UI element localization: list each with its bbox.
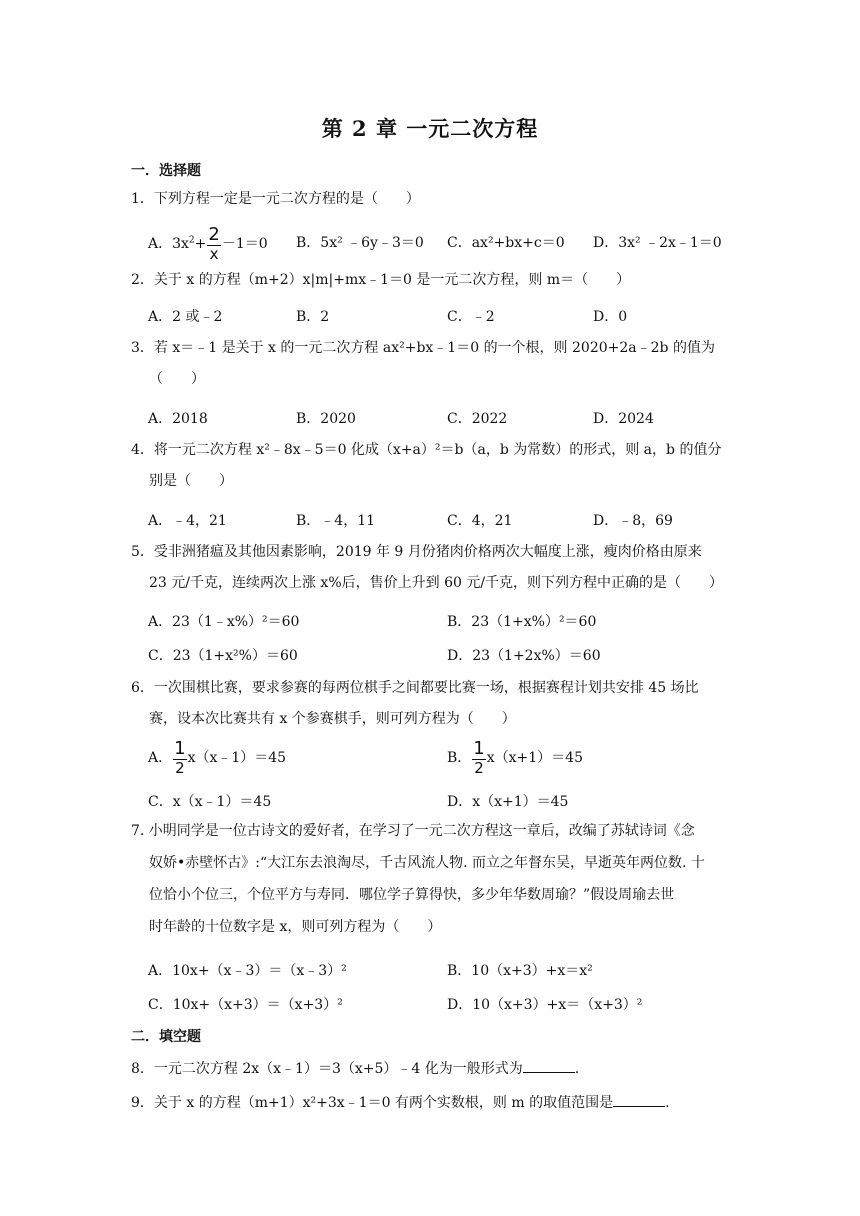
question-3-stem: 3．若 x＝﹣1 是关于 x 的一元二次方程 ax²+bx﹣1＝0 的一个根，则 2020+2a﹣2b 的值为 （ ） (131, 340, 715, 387)
question-3-option-c: C．2022 (447, 411, 508, 427)
question-1-option-b: B．5x² ﹣6y﹣3＝0 (296, 235, 424, 251)
fraction: $\frac{1}{2}$ (174, 738, 186, 777)
section-heading-choice: 一．选择题 (131, 163, 201, 179)
question-7-option-d: D．10（x+3）+x＝（x+3）² (447, 997, 643, 1013)
question-4-option-d: D．﹣8，69 (593, 513, 673, 529)
question-5-option-c: C．23（1+x²%）＝60 (148, 648, 298, 664)
question-9-stem: 9．关于 x 的方程（m+1）x²+3x﹣1＝0 有两个实数根，则 m 的取值范围是 . (131, 1095, 670, 1111)
question-1-stem: 1．下列方程一定是一元二次方程的是（ ） (131, 191, 420, 207)
question-5-option-b: B．23（1+x%）²＝60 (447, 614, 597, 630)
question-1-option-a: A．$3x^2+$ $\frac{2}{x}$ －1＝0 (148, 224, 268, 263)
question-6-option-a: A． $\frac{1}{2}$ x（x﹣1）＝45 (148, 738, 287, 777)
question-4-option-b: B．﹣4，11 (296, 513, 376, 529)
question-5-stem: 5．受非洲猪瘟及其他因素影响，2019 年 9 月份猪肉价格两次大幅度上涨，瘦肉价格由原来 23 元/千克，连续两次上涨 x%后，售价上升到 60 元/千克，则下列方程中正确的是（ ） (131, 544, 724, 591)
section-heading-fill: 二．填空题 (131, 1029, 201, 1045)
question-2-option-b: B．2 (296, 309, 330, 325)
question-6-option-c: C．x（x﹣1）＝45 (148, 794, 272, 810)
question-6-option-b: B． $\frac{1}{2}$ x（x+1）＝45 (447, 738, 583, 777)
question-7-option-b: B．10（x+3）+x＝x² (447, 963, 593, 979)
question-4-option-c: C．4，21 (447, 513, 513, 529)
fraction: $\frac{2}{x}$ (208, 224, 220, 263)
question-4-stem: 4．将一元二次方程 x²﹣8x﹣5＝0 化成（x+a）²＝b（a，b 为常数）的形式，则 a，b 的值分 别是（ ） (131, 442, 722, 489)
question-3-option-d: D．2024 (593, 411, 654, 427)
page-title: 第 2 章 一元二次方程 (321, 116, 539, 141)
answer-blank[interactable] (523, 1060, 575, 1073)
question-4-option-a: A．﹣4，21 (148, 513, 227, 529)
question-6-stem: 6．一次围棋比赛，要求参赛的每两位棋手之间都要比赛一场，根据赛程计划共安排 45 场比 赛，设本次比赛共有 x 个参赛棋手，则可列方程为（ ） (131, 680, 699, 727)
question-6-option-d: D．x（x+1）＝45 (447, 794, 569, 810)
question-1-option-c: C．ax²+bx+c＝0 (447, 235, 565, 251)
fraction: $\frac{1}{2}$ (473, 738, 485, 777)
question-8-stem: 8．一元二次方程 2x（x﹣1）＝3（x+5）﹣4 化为一般形式为 . (131, 1061, 580, 1077)
question-3-option-b: B．2020 (296, 411, 356, 427)
question-7-option-c: C．10x+（x+3）＝（x+3）² (148, 997, 343, 1013)
question-3-option-a: A．2018 (148, 411, 208, 427)
question-2-stem: 2．关于 x 的方程（m+2）x|m|+mx﹣1＝0 是一元二次方程，则 m＝（ ） (131, 272, 631, 288)
question-2-option-d: D．0 (593, 309, 628, 325)
question-7-stem: 7. 小明同学是一位古诗文的爱好者，在学习了一元二次方程这一章后，改编了苏轼诗词《念 奴娇•赤壁怀古》:“大江东去浪淘尽，千古风流人物. 而立之年督东吴，早逝英年两位数. 十 位恰小个位三，个位平方与寿同．哪位学子算得快，多少年华数周瑜？”假设周瑜去世 时年龄的十位数字是 x，则可列方程为（ ） (131, 823, 705, 935)
question-5-option-a: A．23（1﹣x%）²＝60 (148, 614, 300, 630)
question-7-option-a: A．10x+（x﹣3）＝（x﹣3）² (148, 963, 347, 979)
question-2-option-a: A．2 或﹣2 (148, 309, 223, 325)
question-2-option-c: C．﹣2 (447, 309, 495, 325)
question-1-option-d: D．3x² ﹣2x﹣1＝0 (593, 235, 722, 251)
answer-blank[interactable] (613, 1094, 665, 1107)
question-5-option-d: D．23（1+2x%）＝60 (447, 648, 601, 664)
